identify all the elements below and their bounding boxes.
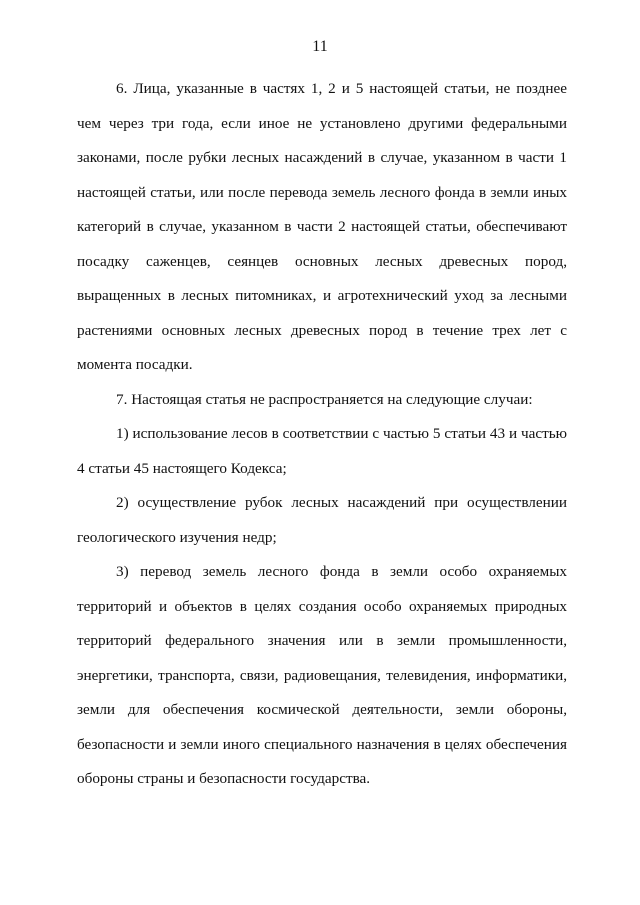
- document-body: [77, 72, 567, 797]
- paragraph-6: 6. Лица, указанные в частях 1, 2 и 5 настоящей статьи, не позднее чем через три года, если иное не установлено другими федеральными законами, после рубки лесных насаждений в случае, указанном в части 1 настоящей статьи, или после перевода земель лесного фонда в земли иных категорий в случае, указанном в части 2 настоящей статьи, обеспечивают посадку саженцев, сеянцев основных лесных древесных пород, выращенных в лесных питомниках, и агротехнический уход за лесными растениями основных лесных древесных пород в течение трех лет с момента посадки.: [77, 80, 567, 373]
- paragraph-7-item-3: 3) перевод земель лесного фонда в земли особо охраняемых территорий и объектов в целях создания особо охраняемых природных территорий федерального значения или в земли промышленности, энергетики, транспорта, связи, радиовещания, телевидения, информатики, земли для обеспечения космической деятельности, земли обороны, безопасности и земли иного специального назначения в целях обеспечения обороны страны и безопасности государства.: [77, 563, 567, 787]
- page-number: 11: [312, 38, 328, 55]
- paragraph-7-item-2: 2) осуществление рубок лесных насаждений при осуществлении геологического изучения недр;: [77, 494, 567, 546]
- paragraph-7: 7. Настоящая статья не распространяется на следующие случаи:: [116, 390, 533, 408]
- paragraph-7-item-1: 1) использование лесов в соответствии с частью 5 статьи 43 и частью 4 статьи 45 настоящего Кодекса;: [77, 425, 567, 477]
